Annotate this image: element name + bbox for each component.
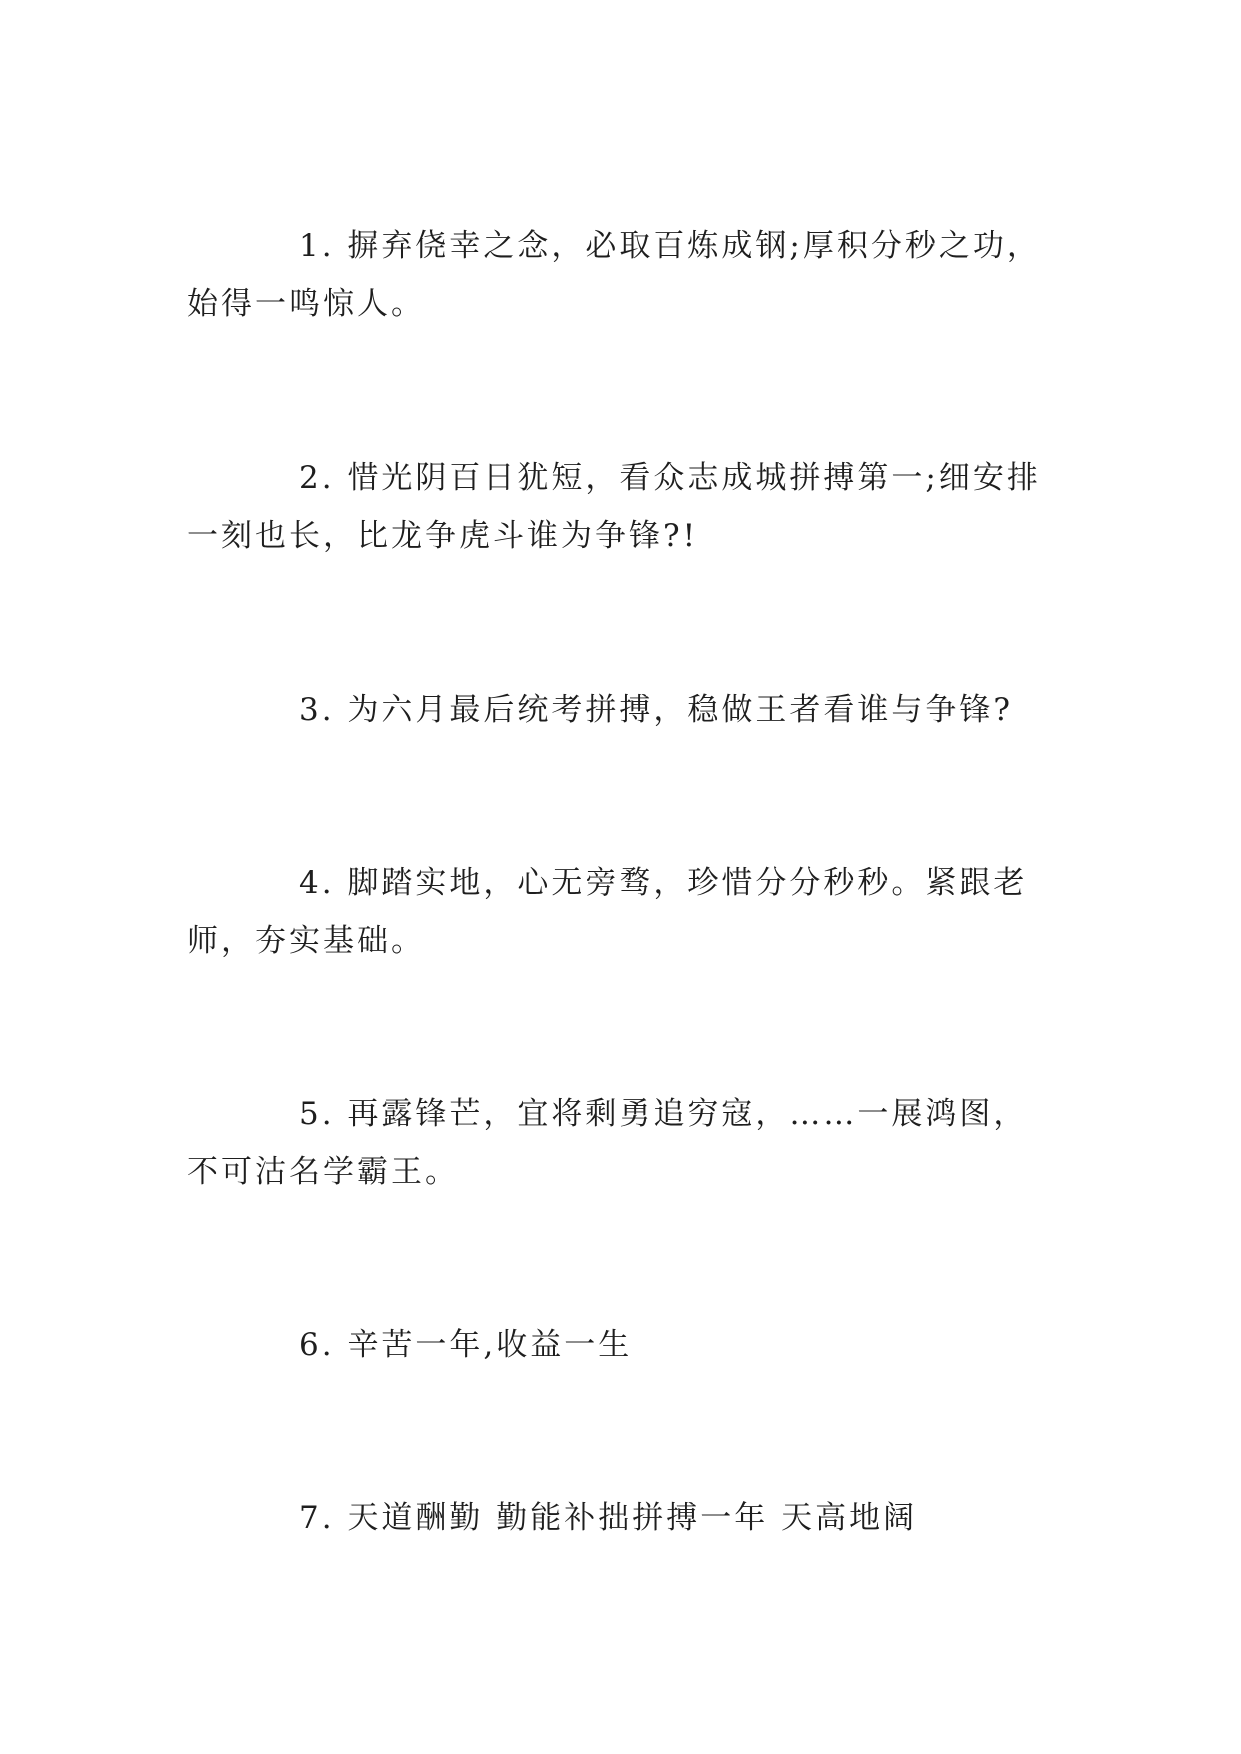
- item-text: 辛苦一年,收益一生: [347, 1327, 633, 1363]
- list-item: [187, 217, 1057, 333]
- list-item: [187, 1489, 1057, 1547]
- item-text: 惜光阴百日犹短，看众志成城拼搏第一;细安排一刻也长，比龙争虎斗谁为争锋?!: [187, 460, 1041, 554]
- list-item: [187, 449, 1057, 565]
- item-text: 摒弃侥幸之念，必取百炼成钢;厚积分秒之功，始得一鸣惊人。: [187, 228, 1041, 322]
- list-item: [187, 681, 1057, 739]
- list-item: [187, 854, 1057, 970]
- item-text: 再露锋芒，宜将剩勇追穷寇，……一展鸿图，不可沽名学霸王。: [187, 1096, 1028, 1190]
- item-number: 2.: [299, 460, 335, 496]
- list-item: [187, 1085, 1057, 1201]
- item-text: 脚踏实地，心无旁骛，珍惜分分秒秒。紧跟老师，夯实基础。: [187, 865, 1028, 959]
- item-number: 7.: [299, 1500, 335, 1536]
- item-number: 6.: [299, 1327, 335, 1363]
- list-item: [187, 1316, 1057, 1374]
- item-text: 为六月最后统考拼搏，稳做王者看谁与争锋?: [347, 692, 1014, 728]
- item-number: 1.: [299, 228, 335, 264]
- item-number: 5.: [299, 1096, 335, 1132]
- item-number: 4.: [299, 865, 335, 901]
- item-number: 3.: [299, 692, 335, 728]
- item-text: 天道酬勤 勤能补拙拼搏一年 天高地阔: [347, 1500, 918, 1536]
